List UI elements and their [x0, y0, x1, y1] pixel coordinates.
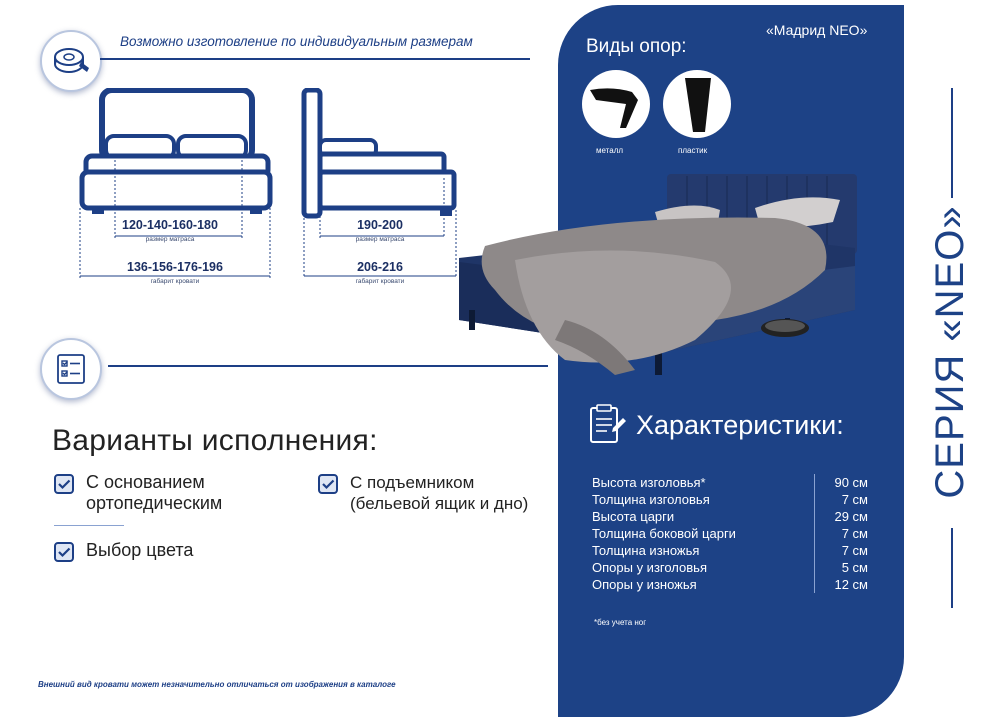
- side-bed-label: габарит кровати: [355, 278, 405, 285]
- checkbox-icon: [318, 474, 338, 494]
- spec-value: 7 см: [814, 491, 872, 508]
- spec-row: [592, 559, 872, 576]
- support-metal: [582, 70, 650, 138]
- spec-value: 29 см: [814, 508, 872, 525]
- top-rule: [100, 58, 530, 60]
- spec-name: Толщина боковой царги: [592, 526, 736, 541]
- option-lift: [318, 472, 528, 514]
- spec-name: Высота царги: [592, 509, 675, 524]
- spec-value: 7 см: [814, 542, 872, 559]
- bed-front-diagram: [78, 88, 278, 288]
- variants-title: Варианты исполнения:: [52, 424, 378, 457]
- spec-row: [592, 542, 872, 559]
- custom-size-note: Возможно изготовление по индивидуальным размерам: [120, 34, 473, 49]
- bed-photo: [455, 170, 875, 380]
- tape-measure-badge: [40, 30, 102, 92]
- spec-sheet-icon: [587, 404, 627, 446]
- option-label: С основанием ортопедическим: [86, 472, 223, 513]
- spec-value: 7 см: [814, 525, 872, 542]
- plastic-leg-icon: [663, 70, 731, 138]
- side-mattress-label: размер матраса: [355, 236, 405, 243]
- metal-leg-icon: [582, 70, 650, 138]
- spec-value: 5 см: [814, 559, 872, 576]
- side-mattress-sizes: 190-200: [357, 218, 403, 232]
- checklist-badge: [40, 338, 102, 400]
- spec-value: 90 см: [814, 474, 872, 491]
- checklist-icon: [54, 352, 88, 386]
- spec-row: [592, 576, 872, 593]
- support-plastic-label: пластик: [678, 146, 708, 155]
- option-color: [54, 540, 193, 562]
- option-label: С подъемником (бельевой ящик и дно): [350, 473, 529, 513]
- spec-row: [592, 525, 872, 542]
- specs-title: Характеристики:: [636, 410, 844, 440]
- tape-measure-icon: [51, 44, 91, 78]
- front-bed-sizes: 136-156-176-196: [127, 260, 223, 274]
- front-mattress-label: размер матраса: [145, 236, 195, 243]
- model-name: «Мадрид NEO»: [766, 22, 868, 38]
- specs-table: [592, 474, 872, 593]
- spec-row: [592, 508, 872, 525]
- series-sidebar: [905, 0, 1000, 717]
- series-line-top: [951, 88, 953, 198]
- support-metal-label: металл: [596, 146, 624, 155]
- side-bed-sizes: 206-216: [357, 260, 403, 274]
- front-mattress-sizes: 120-140-160-180: [122, 218, 218, 232]
- supports-title: Виды опор:: [586, 36, 687, 57]
- spec-name: Опоры у изголовья: [592, 560, 707, 575]
- spec-name: Толщина изголовья: [592, 492, 710, 507]
- checkbox-icon: [54, 474, 74, 494]
- spec-name: Толщина изножья: [592, 543, 700, 558]
- spec-value: 12 см: [814, 576, 872, 593]
- option-orthopedic: [54, 472, 222, 514]
- front-bed-label: габарит кровати: [150, 278, 200, 285]
- disclaimer: Внешний вид кровати может незначительно отличаться от изображения в каталоге: [38, 680, 396, 689]
- spec-row: [592, 491, 872, 508]
- series-line-bottom: [951, 528, 953, 608]
- spec-name: Опоры у изножья: [592, 577, 697, 592]
- options-divider: [54, 525, 124, 526]
- spec-row: [592, 474, 872, 491]
- bed-side-diagram: [300, 88, 465, 288]
- checkbox-icon: [54, 542, 74, 562]
- support-plastic: [663, 70, 731, 138]
- option-label: Выбор цвета: [86, 540, 194, 560]
- spec-name: Высота изголовья*: [592, 475, 706, 490]
- specs-footnote: *без учета ног: [594, 618, 647, 627]
- series-title: СЕРИЯ «NEO»: [928, 205, 972, 499]
